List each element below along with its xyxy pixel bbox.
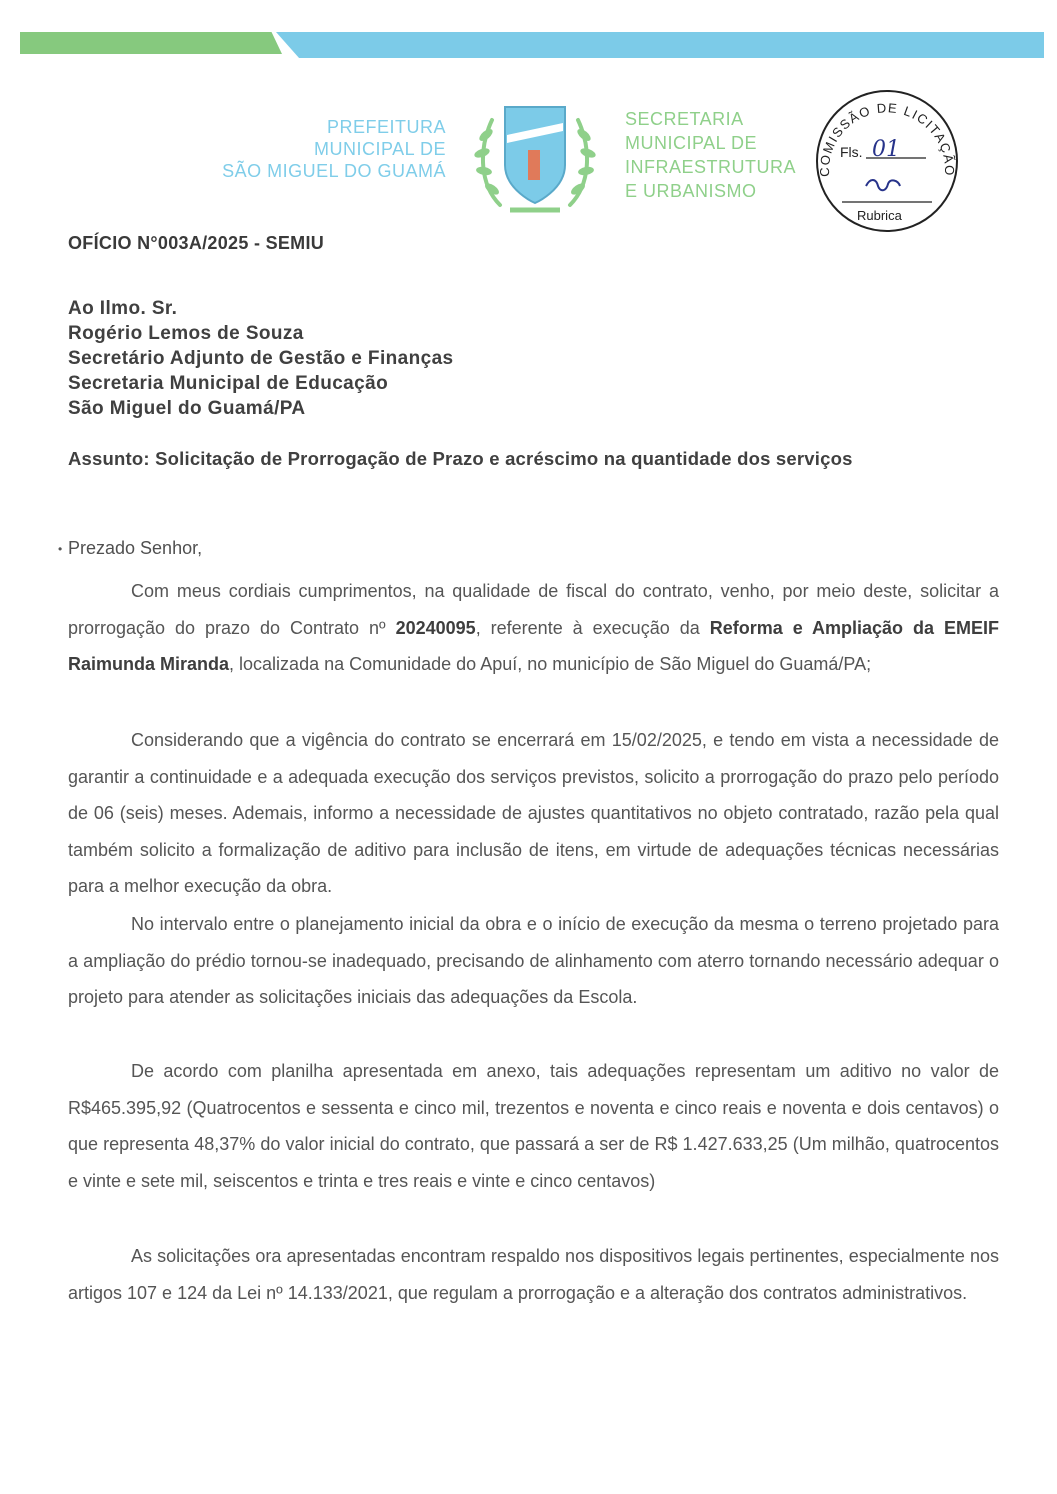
secretaria-line: INFRAESTRUTURA (625, 157, 797, 177)
secretaria-name (625, 107, 825, 203)
stamp-ring-text: COMISSÃO DE LICITAÇÃO (816, 100, 958, 177)
addressee-line: Secretaria Municipal de Educação (68, 373, 389, 394)
document-title: OFÍCIO N°003A/2025 - SEMIU (68, 233, 325, 253)
prefeitura-name (150, 116, 446, 182)
paragraph-text: Com meus cordiais cumprimentos, na qualidade de fiscal do contrato, venho, por meio deste, solicitar a prorrogação do prazo do Contrato nº (68, 581, 999, 638)
body-paragraph: De acordo com planilha apresentada em anexo, tais adequações representam um aditivo no valor de R$465.395,92 (Quatrocentos e sessenta e cinco mil, trezentos e noventa e cinco reais e noventa e dois centavos) o que representa 48,37% do valor inicial do contrato, que passará a ser de R$ 1.427.633,25 (Um milhão, quatrocentos e vinte e sete mil, seiscentos e trinta e tres reais e vinte e cinco centavos) (68, 1061, 999, 1191)
header-band-blue (276, 32, 1044, 58)
prefeitura-line: PREFEITURA (326, 117, 446, 137)
body-paragraph (68, 573, 999, 683)
contract-number: 20240095 (395, 617, 476, 638)
addressee-line: Ao Ilmo. Sr. (68, 298, 178, 319)
body-paragraph: As solicitações ora apresentadas encontram respaldo nos dispositivos legais pertinentes, especialmente nos artigos 107 e 124 da Lei nº 14.133/2021, que regulam a prorrogação e a alteração dos contratos administrativos. (68, 1246, 999, 1303)
addressee-line: Secretário Adjunto de Gestão e Finanças (68, 348, 454, 369)
paragraph-text: , localizada na Comunidade do Apuí, no município de São Miguel do Guamá/PA; (229, 654, 872, 674)
body-paragraph: No intervalo entre o planejamento inicial da obra e o início de execução da mesma o terreno projetado para a ampliação do prédio tornou-se inadequado, precisando de alinhamento com aterro tornando necessário adequar o projeto para atender as solicitações iniciais das adequações da Escola. (68, 914, 999, 1007)
stamp-fls-label: Fls. (840, 144, 863, 160)
secretaria-line: MUNICIPAL DE (625, 133, 758, 153)
secretaria-line: SECRETARIA (625, 109, 744, 129)
project-name: Reforma e Ampliação da EMEIF Raimunda Miranda (68, 617, 999, 674)
prefeitura-line: SÃO MIGUEL DO GUAMÁ (222, 161, 446, 181)
stamp-rubrica-label: Rubrica (857, 208, 902, 223)
margin-mark: • (58, 542, 63, 556)
addressee-line: São Miguel do Guamá/PA (68, 398, 306, 419)
secretaria-line: E URBANISMO (625, 181, 757, 201)
municipal-crest-icon (470, 95, 600, 220)
header-band-green (20, 32, 282, 54)
addressee-block (68, 296, 454, 421)
prefeitura-line: MUNICIPAL DE (313, 139, 446, 159)
subject-line: Assunto: Solicitação de Prorrogação de Prazo e acréscimo na quantidade dos serviços (68, 448, 853, 469)
paragraph-text: , referente à execução da (475, 617, 710, 638)
greeting: Prezado Senhor, (68, 538, 203, 558)
addressee-line: Rogério Lemos de Souza (68, 323, 304, 344)
stamp-fls-number: 01 (872, 137, 900, 162)
body-paragraph: Considerando que a vigência do contrato se encerrará em 15/02/2025, e tendo em vista a necessidade de garantir a continuidade e a adequada execução dos serviços previstos, solicito a prorrogação do prazo pelo período de 06 (seis) meses. Ademais, informo a necessidade de ajustes quantitativos no objeto contratado, razão pela qual também solicito a formalização de aditivo para inclusão de itens, em virtude de adequações técnicas necessárias para a melhor execução da obra. (68, 730, 999, 896)
